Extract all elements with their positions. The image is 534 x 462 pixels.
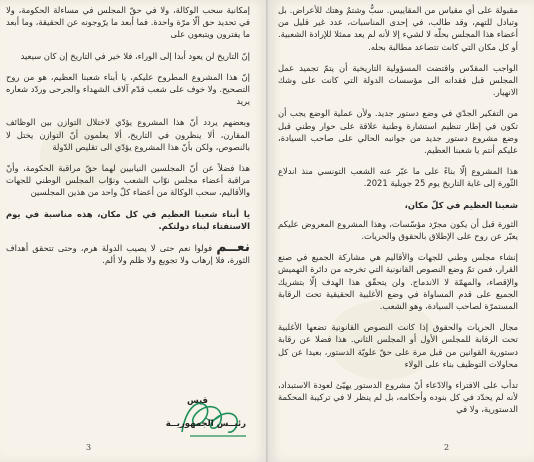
paragraph: مقبولة على أي مقياس من المقاييس. سبٌّ وشتمٌ وهتك للأعراض. بل وتبادل للتهم، وقد طالب، في إحدى المناسبات، عدد غير قليل من أعضاء هذا المجلس بحلّه لا لشيء إلا لأنه لم يعد ممثلا للإرادة الشعبية. أو كل مكان التي كانت تتصاعد مطالبة بحله.: [278, 5, 518, 52]
paragraph: تدأب على الافتراء والادّعاء أنّ مشروع الدستور يهيّئ لعودة الاستبداد، لأنه لم يحدّد في كل بنوده وأحكامه، بل لم ينظر لا في تركيبة المحكمة الدستورية، ولا في: [278, 380, 518, 415]
paragraph: وبعضهم يردد أنّ هذا المشروع يؤدّي لاختلال التوازن بين الوظائف المقارن، ألا ينظرون في التاريخ، ألا يعلمون أنّ التوازن يختل لا بالنصوص، ولكن بأنّ هذا المشروع يؤدّي الى تقليص الدّولة: [6, 117, 250, 152]
signature-title: رئيــس الجمهوريــة: [165, 419, 246, 429]
paragraph: مجال الحريات والحقوق إذا كانت النصوص القانونية تضعها الأغلبية تحت الرقابة للمجلس الأول أو المجلس الثاني. هذا فضلا عن رقابة دستورية القوانين من قبل مرة على حقّ علويّة الدستور، بعيدا عن كل محاولات التوظيف بناء على الولاء: [278, 322, 518, 369]
right-page-text: [278, 4, 518, 425]
section-heading: شعبنا العظيم في كلّ مكان،: [404, 199, 518, 210]
paragraph: إنّ هذا المشروع المطروح عليكم، يا أبناء شعبنا العظيم، هو من روح التصحيح. ولا خوف على شعب قدّم آلاف الشهداء والجرحى وردّد شعاره يريد: [6, 71, 250, 107]
paragraph: من التفكير الجدّي في وضع دستور جديد. ولأن عملية الوضع يجب أن تكون في إطار تنظيم استشارة وطنية علاقة على حوار وطني قبل وضع مشروع دستور جديد من جوانبه الحالي على صاحب السيادة، عليكم أنتم يا شعبنا العظيم.: [278, 108, 518, 156]
paragraph: إنشاء مجلس وطني للجهات والأقاليم هي مشاركة الجميع في صنع القرار، فمن تمّ وضع النصوص القانونية التي تخرجه من دائرة التهميش والإقصاء، والمهمّة لا الاندماج. ولن يتحقّق هذا الهدف إلّا بتشريك الجميع على قدم المساواة في وضع الأغلبية الحقيقية تحت الرقابة المستمرّة لصاحب السيادة، وهو الشعب.: [278, 252, 518, 312]
paragraph: إنّ التاريخ لن يعود أبدا إلى الوراء، فلا خير في التاريخ إن كان سيعيد: [20, 50, 250, 61]
paragraph: هذا فضلاً عن أنّ المجلسين النيابيين لهما حقّ مراقبة الحكومة، وأنّ مراقبة أعضاء مجلس نوّاب الشعب ونوّاب المجلس الوطني للجهات والأقاليم، سحب الوكالة من أعضاء كلّ واحد من هذين المجلسين: [6, 163, 250, 198]
paragraph: هذا المشروع إلّا بناءً على ما عبّر عنه الشعب التونسي منذ اندلاع الثّورة إلى غاية التاريخ يوم 25 جويلية 2021.: [278, 166, 518, 189]
emphasis-word: نعــم: [216, 239, 250, 256]
closing-text: فولوا نعم حتى لا يصيب الدولة هرم، وحتى تتحقق أهداف الثورة، فلا إرهاب ولا تجويع ولا ظلم ولا ألم.: [6, 243, 250, 266]
signature-icon: [176, 388, 254, 444]
page-number: 3: [86, 443, 92, 452]
closing-paragraph: [6, 241, 250, 266]
paragraph: إمكانية سحب الوكالة، ولا في حقّ المجلس في مساءلة الحكومة، ولا في تحديد حق ألّا مرّة واحدة. فما أبعد ما يرّوجونه عن الحقيقة، وما أبعد ما يفترون ويتبعون على: [6, 5, 250, 40]
page-number: 2: [444, 443, 450, 452]
left-page-text: [6, 4, 250, 275]
paragraph-bold: يا أبناء شعبنا العظيم في كل مكان، هذه مناسبة في يوم الاستفتاء لبناء دولتكم.: [6, 208, 250, 231]
right-page: [268, 0, 534, 462]
paragraph: الواجب المقدّس واقتضت المسؤولية التاريخية أن يتمّ تجميد عمل المجلس قبل فقدانه الى مؤسسات الدولة التي كانت على وشك الانهيار.: [278, 62, 518, 98]
signature-name: قيس: [186, 396, 208, 406]
paragraph: الثورة قبل أن يكون مجرّد مؤسّسات، وهذا المشروع المعروض عليكم يعبّر عن روح على الإطلاق بالحقوق والحريات.: [278, 218, 518, 242]
